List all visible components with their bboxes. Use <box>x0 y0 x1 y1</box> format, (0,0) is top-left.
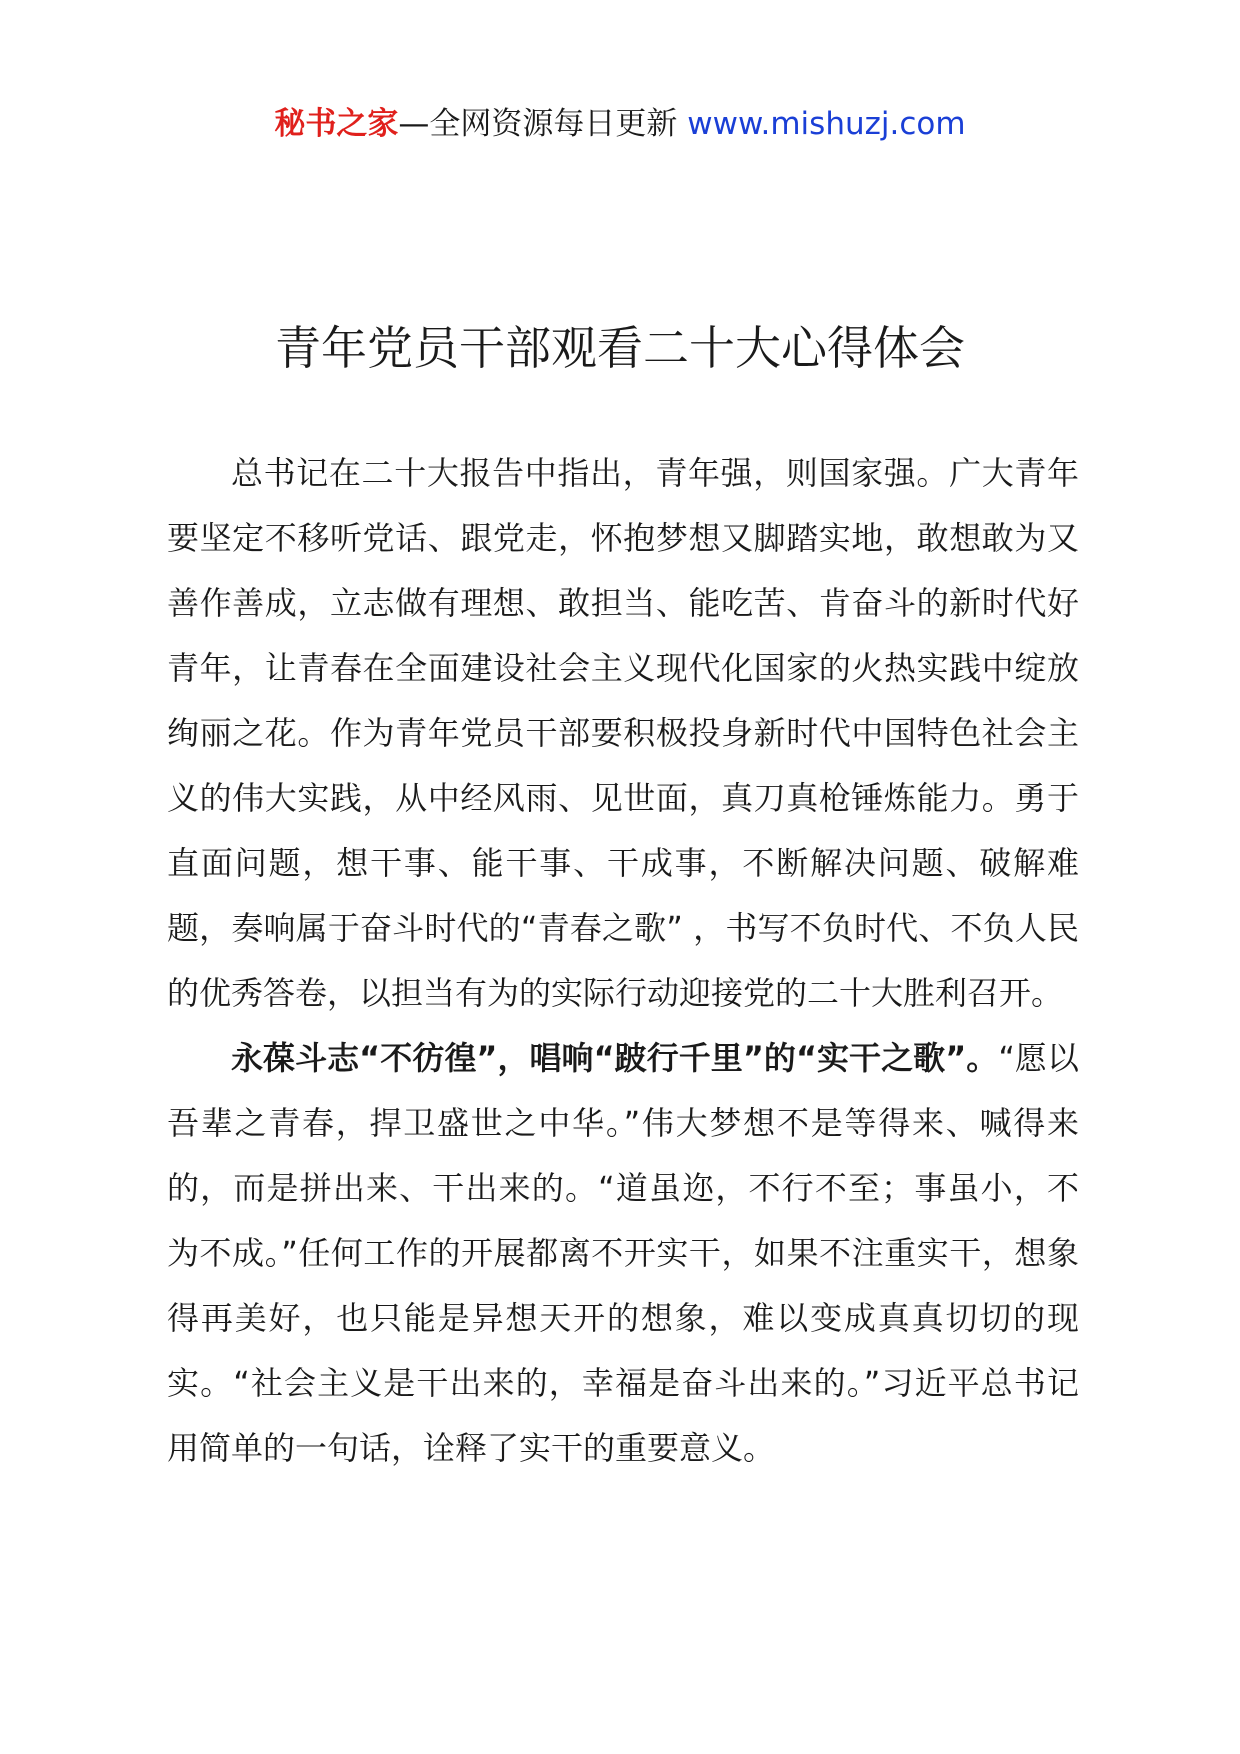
paragraph-text: 总书记在二十大报告中指出，青年强，则国家强。广大青年要坚定不移听党话、跟党走，怀抱梦想又脚踏实地，敢想敢为又善作善成，立志做有理想、敢担当、能吃苦、肯奋斗的新时代好青年，让青春在全面建设社会主义现代化国家的火热实践中绽放绚丽之花。作为青年党员干部要积极投身新时代中国特色社会主义的伟大实践，从中经风雨、见世面，真刀真枪锤炼能力。勇于直面问题，想干事、能干事、干成事，不断解决问题、破解难题，奏响属于奋斗时代的“青春之歌” ，书写不负时代、不负人民的优秀答卷，以担当有为的实际行动迎接党的二十大胜利召开。 <box>167 454 1079 1012</box>
header-url-link[interactable]: www.mishuzj.com <box>687 106 966 142</box>
header-tagline: —全网资源每日更新 <box>398 106 688 142</box>
document-body <box>167 441 1079 1481</box>
body-paragraph-2 <box>167 1026 1079 1481</box>
header-brand: 秘书之家 <box>274 106 399 142</box>
document-title: 青年党员干部观看二十大心得体会 <box>275 321 965 375</box>
paragraph-text: “愿以吾辈之青春，捍卫盛世之中华。”伟大梦想不是等得来、喊得来的，而是拼出来、干出来的。“道虽迩，不行不至；事虽小，不为不成。”任何工作的开展都离不开实干，如果不注重实干，想象得再美好，也只能是异想天开的想象，难以变成真真切切的现实。“社会主义是干出来的，幸福是奋斗出来的。”习近平总书记用简单的一句话，诠释了实干的重要意义。 <box>167 1039 1079 1467</box>
paragraph-lead: 永葆斗志“不彷徨”，唱响“跛行千里”的“实干之歌”。 <box>231 1039 999 1077</box>
site-header <box>0 104 1240 144</box>
body-paragraph-1 <box>167 441 1079 1026</box>
